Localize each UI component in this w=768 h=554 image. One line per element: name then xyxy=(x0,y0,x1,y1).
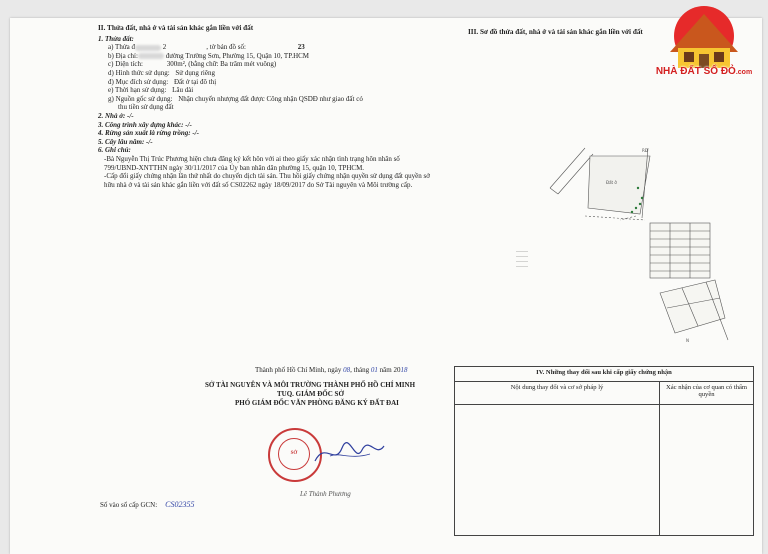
changes-col-content: Nội dung thay đổi và cơ sở pháp lý xyxy=(455,382,660,405)
map-legend: ——— ——— ——— ——— xyxy=(516,248,528,268)
issuing-authority xyxy=(205,381,460,408)
note-marital: -Bà Nguyễn Thị Trúc Phương hiện chưa đăng ký kết hôn với ai theo giấy xác nhận tình trạng hôn nhân số 799/UBND-XNTTHN ngày 30/11/2017 của Ủy ban nhân dân phường 15, quận 10, TPHCM. xyxy=(104,154,400,172)
house-row: 2. Nhà ở: -/- xyxy=(98,111,134,120)
land-origin-row-2: thu tiền sử dụng đất xyxy=(118,103,174,112)
trees-row: 5. Cây lâu năm: -/- xyxy=(98,137,153,146)
signature-mark xyxy=(310,436,390,472)
changes-cell-confirm xyxy=(660,405,754,536)
stamp-label: SỞ xyxy=(278,438,310,470)
changes-table xyxy=(454,366,754,536)
svg-text:Đất ở: Đất ở xyxy=(606,180,617,185)
org-line-2: TUQ. GIÁM ĐỐC SỞ xyxy=(277,390,344,398)
land-use-form-row: d) Hình thức sử dụng: Sử dụng riêng xyxy=(108,68,215,77)
org-line-1: SỞ TÀI NGUYÊN VÀ MÔI TRƯỜNG THÀNH PHỐ HỒ CHÍ MINH xyxy=(205,381,416,389)
signer-name: Lê Thành Phương xyxy=(300,490,351,498)
notes-heading: 6. Ghi chú: xyxy=(98,146,131,155)
changes-table-title: IV. Những thay đổi sau khi cấp giấy chứng nhận xyxy=(455,367,754,382)
section3-title: III. Sơ đồ thửa đất, nhà ở và tài sản khác gắn liền với đất xyxy=(468,28,643,36)
parcel-map-diagram xyxy=(510,128,740,348)
certificate-page xyxy=(10,18,762,554)
signing-date: Thành phố Hồ Chí Minh, ngày 08, tháng 01 năm 2018 xyxy=(255,366,408,374)
land-address-row: b) Địa chỉ: đường Trường Sơn, Phường 15, Quận 10, TP.HCM xyxy=(108,51,310,60)
forest-row: 4. Rừng sản xuất là rừng trồng: -/- xyxy=(98,129,199,138)
note-reissue: -Cấp đổi giấy chứng nhận lần thứ nhất do chuyển dịch tài sản. Thu hồi giấy chứng nhận quyền sử dụng đất quyền sở hữu nhà ở và tài sản khác gắn liền với đất số CS02262 ngày 18/09/2017 do Sở Tài nguyên và Môi trường cấp. xyxy=(104,172,430,189)
construction-row: 3. Công trình xây dựng khác: -/- xyxy=(98,120,192,129)
svg-text:RĐ: RĐ xyxy=(642,148,648,153)
section2-title: II. Thửa đất, nhà ở và tài sản khác gắn liền với đất xyxy=(98,24,254,32)
section-land-info xyxy=(98,24,458,189)
registry-number: Số vào sổ cấp GCN: CS02355 xyxy=(100,500,195,509)
org-line-3: PHÓ GIÁM ĐỐC VĂN PHÒNG ĐĂNG KÝ ĐẤT ĐAI xyxy=(235,399,399,407)
land-purpose-row: đ) Mục đích sử dụng: Đất ở tại đô thị xyxy=(108,77,217,86)
redacted-mark xyxy=(135,45,161,51)
brand-logo-text: NHÀ ĐẤT SỔ ĐỎ.com xyxy=(655,66,753,77)
changes-cell-content xyxy=(455,405,660,536)
land-term-row: e) Thời hạn sử dụng: Lâu dài xyxy=(108,86,194,95)
house-logo-icon xyxy=(650,4,758,70)
changes-col-confirm: Xác nhận của cơ quan có thẩm quyền xyxy=(660,382,754,405)
land-origin-row: g) Nguồn gốc sử dụng: Nhận chuyển nhượng đất được Công nhận QSDĐ như giao đất có xyxy=(108,94,363,103)
brand-logo xyxy=(650,4,758,88)
land-heading: 1. Thửa đất: xyxy=(98,34,134,43)
land-parcel-row: a) Thửa đ 2 , tờ bản đồ số: 23 xyxy=(108,43,305,52)
land-area-row: c) Diện tích: 300m², (bằng chữ: Ba trăm mét vuông) xyxy=(108,60,277,69)
svg-text:N: N xyxy=(686,338,689,343)
